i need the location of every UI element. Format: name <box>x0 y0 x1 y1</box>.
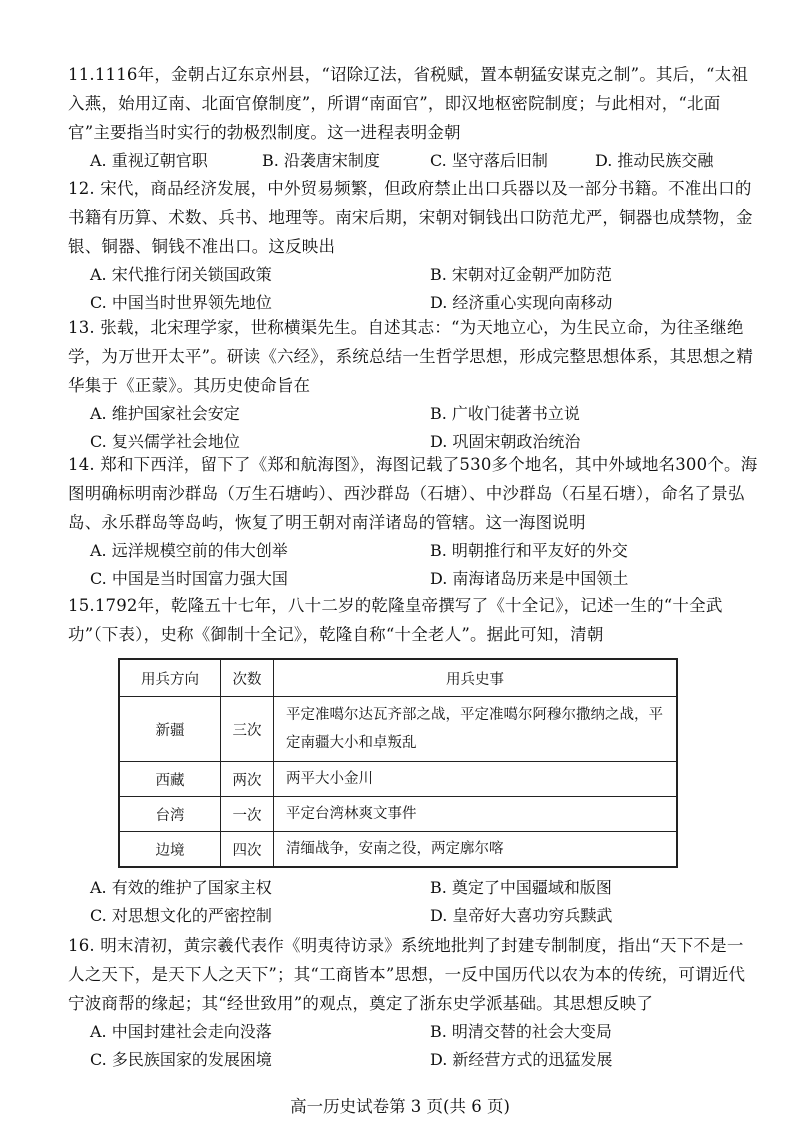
table-cell: 平定准噶尔达瓦齐部之战，平定准噶尔阿穆尔撒纳之战，平定南疆大小和卓叛乱 <box>274 697 678 762</box>
question-12 <box>68 174 758 317</box>
table-cell: 台湾 <box>119 797 221 832</box>
option-a[interactable]: A. 重视辽朝官职 <box>90 151 208 170</box>
table-cell: 清缅战争，安南之役，两定廓尔喀 <box>274 832 678 868</box>
table-row <box>119 797 677 832</box>
option-b[interactable]: B. 明清交替的社会大变局 <box>430 1022 612 1041</box>
table-cell: 西藏 <box>119 762 221 797</box>
option-d[interactable]: D. 新经营方式的迅猛发展 <box>430 1050 613 1069</box>
options <box>68 874 758 930</box>
option-a[interactable]: A. 远洋规模空前的伟大创举 <box>90 541 288 560</box>
table-cell: 一次 <box>221 797 274 832</box>
question-16 <box>68 931 758 1074</box>
options <box>68 537 758 593</box>
question-14 <box>68 450 758 593</box>
option-a[interactable]: A. 宋代推行闭关锁国政策 <box>90 265 272 284</box>
option-d[interactable]: D. 推动民族交融 <box>595 151 714 170</box>
option-b[interactable]: B. 广收门徒著书立说 <box>430 404 580 423</box>
table-row <box>119 762 677 797</box>
option-c[interactable]: C. 坚守落后旧制 <box>430 151 548 170</box>
question-text: 13. 张载，北宋理学家，世称横渠先生。自述其志：“为天地立心，为生民立命，为往圣继绝学，为万世开太平”。研读《六经》，系统总结一生哲学思想，形成完整思想体系，其思想之精华集于《正蒙》。其历史使命旨在 <box>68 318 754 395</box>
options <box>68 147 758 175</box>
option-c[interactable]: C. 中国是当时国富力强大国 <box>90 569 288 588</box>
option-b[interactable]: B. 宋朝对辽金朝严加防范 <box>430 265 612 284</box>
question-text: 15.1792年，乾隆五十七年，八十二岁的乾隆皇帝撰写了《十全记》，记述一生的“十全武功”（下表），史称《御制十全记》，乾隆自称“十全老人”。据此可知，清朝 <box>68 596 723 644</box>
table-row <box>119 832 677 868</box>
option-d[interactable]: D. 皇帝好大喜功穷兵黩武 <box>430 906 613 925</box>
option-b[interactable]: B. 奠定了中国疆域和版图 <box>430 878 612 897</box>
table-cell: 两平大小金川 <box>274 762 678 797</box>
table-cell: 三次 <box>221 697 274 762</box>
table-cell: 平定台湾林爽文事件 <box>274 797 678 832</box>
question-11 <box>68 60 758 175</box>
page-footer: 高一历史试卷第 3 页(共 6 页) <box>290 1097 510 1116</box>
option-b[interactable]: B. 明朝推行和平友好的外交 <box>430 541 628 560</box>
option-d[interactable]: D. 经济重心实现向南移动 <box>430 293 613 312</box>
question-15-options <box>68 874 758 930</box>
options <box>68 261 758 317</box>
column-header: 用兵方向 <box>119 659 221 697</box>
option-c[interactable]: C. 复兴儒学社会地位 <box>90 432 240 451</box>
table-cell: 四次 <box>221 832 274 868</box>
table-header-row <box>119 659 677 697</box>
question-13 <box>68 313 758 456</box>
question-text: 16. 明末清初，黄宗羲代表作《明夷待访录》系统地批判了封建专制制度，指出“天下不是一人之天下，是天下人之天下”；其“工商皆本”思想，一反中国历代以农为本的传统，可谓近代宁波商帮的缘起；其“经世致用”的观点，奠定了浙东史学派基础。其思想反映了 <box>68 936 746 1013</box>
column-header: 用兵史事 <box>274 659 678 697</box>
option-a[interactable]: A. 维护国家社会安定 <box>90 404 240 423</box>
option-a[interactable]: A. 有效的维护了国家主权 <box>90 878 272 897</box>
option-d[interactable]: D. 巩固宋朝政治统治 <box>430 432 581 451</box>
options <box>68 1018 758 1074</box>
table-row <box>119 697 677 762</box>
question-text: 11.1116年，金朝占辽东京州县，“诏除辽法，省税赋，置本朝猛安谋克之制”。其后，“太祖入燕，始用辽南、北面官僚制度”，所谓“南面官”，即汉地枢密院制度；与此相对，“北面官”主要指当时实行的勃极烈制度。这一进程表明金朝 <box>68 65 749 142</box>
option-c[interactable]: C. 多民族国家的发展困境 <box>90 1050 272 1069</box>
question-text: 12. 宋代，商品经济发展，中外贸易频繁，但政府禁止出口兵器以及一部分书籍。不准出口的书籍有历算、术数、兵书、地理等。南宋后期，宋朝对铜钱出口防范尤严，铜器也成禁物，金银、铜器、铜钱不准出口。这反映出 <box>68 179 753 256</box>
option-c[interactable]: C. 对思想文化的严密控制 <box>90 906 272 925</box>
question-text: 14. 郑和下西洋，留下了《郑和航海图》，海图记载了530多个地名，其中外域地名300个。海图明确标明南沙群岛（万生石塘屿）、西沙群岛（石塘）、中沙群岛（石星石塘），命名了景弘岛、永乐群岛等岛屿，恢复了明王朝对南洋诸岛的管辖。这一海图说明 <box>68 455 758 532</box>
option-b[interactable]: B. 沿袭唐宋制度 <box>262 151 380 170</box>
table-cell: 边境 <box>119 832 221 868</box>
options <box>68 400 758 456</box>
column-header: 次数 <box>221 659 274 697</box>
option-d[interactable]: D. 南海诸岛历来是中国领土 <box>430 569 629 588</box>
table-cell: 新疆 <box>119 697 221 762</box>
table-cell: 两次 <box>221 762 274 797</box>
campaign-table <box>118 658 678 868</box>
question-15 <box>68 591 758 649</box>
option-a[interactable]: A. 中国封建社会走向没落 <box>90 1022 272 1041</box>
option-c[interactable]: C. 中国当时世界领先地位 <box>90 293 272 312</box>
